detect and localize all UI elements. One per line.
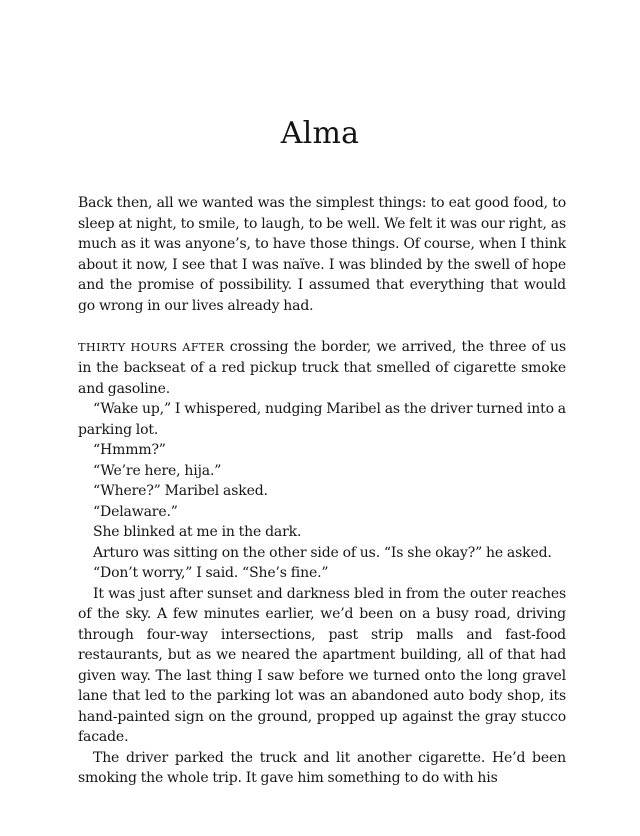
chapter-body: [78, 193, 566, 789]
paragraph: She blinked at me in the dark.: [93, 524, 302, 540]
chapter-title: Alma: [280, 116, 360, 151]
paragraph: “Don’t worry,” I said. “She’s fine.”: [93, 565, 329, 581]
small-caps-lead: THIRTY HOURS AFTER: [78, 340, 225, 354]
paragraph: Back then, all we wanted was the simplest things: to eat good food, to sleep at night, to smile, to laugh, to be well. We felt it was our right, as much as it was anyone’s, to have those things. Of course, when I think about it now, I see that I was naïve. I was blinded by the swell of hope and the promise of possibility. I assumed that everything that would go wrong in our lives already had.: [78, 195, 566, 314]
paragraph: “Delaware.”: [93, 503, 178, 520]
paragraph: It was just after sunset and darkness bled in from the outer reaches of the sky. A few minutes earlier, we’d been on a busy road, driving through four-way intersections, past strip malls and fast-food restaurants, but as we neared the apartment building, all of that had given way. The last thing I saw before we turned onto the long gravel lane that led to the parking lot was an abandoned auto body shop, its hand-painted sign on the ground, propped up against the gray stucco facade.: [78, 585, 566, 745]
paragraph: Arturo was sitting on the other side of us. “Is she okay?” he asked.: [93, 544, 552, 561]
paragraph: The driver parked the truck and lit another cigarette. He’d been smoking the whole trip. It gave him something to do with his: [78, 749, 566, 786]
paragraph: “We’re here, hija.”: [93, 462, 222, 479]
paragraph: “Wake up,” I whispered, nudging Maribel as the driver turned into a parking lot.: [78, 401, 566, 438]
paragraph: “Where?” Maribel asked.: [93, 483, 268, 499]
paragraph: THIRTY HOURS AFTER crossing the border, we arrived, the three of us in the backseat of a red pickup truck that smelled of cigarette smoke and gasoline.: [78, 338, 566, 397]
paragraph: “Hmmm?”: [93, 442, 166, 458]
